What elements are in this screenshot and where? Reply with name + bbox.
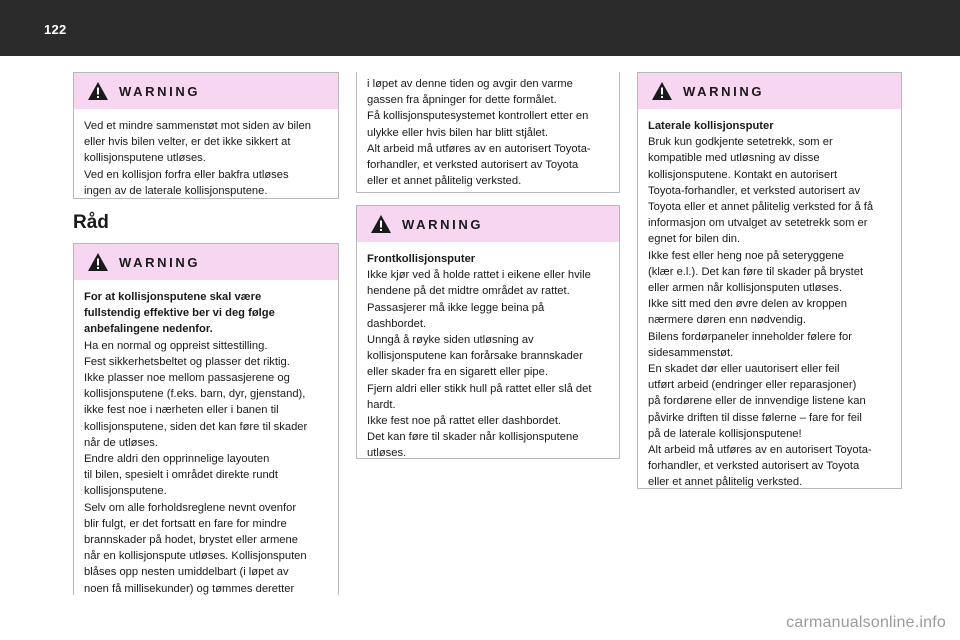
- text-line: Ha en normal og oppreist sittestilling.: [84, 339, 268, 352]
- text-line: Unngå å røyke siden utløsning av: [367, 334, 534, 347]
- text-line: noen få millisekunder) og tømmes deretter: [84, 582, 295, 595]
- warning-box-continuation: [356, 72, 620, 193]
- text-line: i løpet av denne tiden og avgir den varme: [367, 78, 573, 90]
- warning-triangle-icon: [87, 81, 109, 101]
- text-line: Toyota eller et annet pålitelig verksted for å få: [648, 201, 874, 214]
- text-line: forhandler, et verksted autorisert av Toyota: [648, 460, 860, 473]
- text-line: Fjern aldri eller stikk hull på rattet eller slå det: [367, 382, 592, 395]
- text-line: Alt arbeid må utføres av en autorisert Toyota-: [367, 142, 591, 155]
- text-line: kollisjonsputene (f.eks. barn, dyr, gjenstand),: [84, 388, 306, 401]
- text-line: Ikke plasser noe mellom passasjerene og: [84, 372, 290, 385]
- text-line: påvirke driften til disse følerne – fare for feil: [648, 411, 862, 424]
- text-line: (klær e.l.). Det kan føre til skader på brystet: [648, 265, 864, 278]
- text-line: kollisjonsputene kan forårsake brannskader: [367, 350, 583, 363]
- warning-box-advice: [73, 243, 339, 595]
- warning-body: [638, 109, 901, 499]
- warning-header: [638, 73, 901, 109]
- text-line: blåses opp nesten umiddelbart (i løpet av: [84, 566, 289, 579]
- warning-triangle-icon: [87, 252, 109, 272]
- text-line: informasjon om utvalget av setetrekk som er: [648, 217, 868, 230]
- text-line: Få kollisjonsputesystemet kontrollert etter en: [367, 110, 589, 123]
- text-line: forhandler, et verksted autorisert av Toyota: [367, 159, 579, 172]
- text-line: hendene på det midtre området av rattet.: [367, 285, 570, 298]
- text-line: på fordørene eller de innvendige listene kan: [648, 395, 866, 408]
- text-line: kompatible med utløsning av disse: [648, 152, 820, 165]
- text-line: eller skader fra en sigarett eller pipe.: [367, 366, 548, 379]
- warning-body: [357, 242, 619, 470]
- text-line: utløses.: [367, 447, 407, 460]
- page-header-bar: [0, 0, 960, 56]
- text-line: kollisjonsputene. Kontakt en autorisert: [648, 168, 838, 181]
- text-line: Ved en kollisjon forfra eller bakfra utløses: [84, 168, 289, 181]
- text-line: når en kollisjonspute utløses. Kollisjonsputen: [84, 550, 307, 563]
- text-line: blir fulgt, er det fortsatt en fare for mindre: [84, 517, 287, 530]
- text-line: Endre aldri den opprinnelige layouten: [84, 453, 270, 466]
- text-line: Ikke fest noe på rattet eller dashbordet.: [367, 415, 562, 428]
- text-line: Bilens fordørpaneler inneholder følere for: [648, 330, 852, 343]
- warning-box-side-airbags: [637, 72, 902, 489]
- warning-title: WARNING: [119, 83, 201, 99]
- text-line: ingen av de laterale kollisjonsputene.: [84, 184, 268, 197]
- text-line: Selv om alle forholdsreglene nevnt ovenfor: [84, 501, 297, 514]
- text-line: kollisjonsputene utløses.: [84, 152, 206, 165]
- text-line: nærmere døren enn nødvendig.: [648, 314, 806, 327]
- text-line: egnet for bilen din.: [648, 233, 741, 246]
- text-line: hardt.: [367, 398, 396, 411]
- text-line: til bilen, spesielt i området direkte rundt: [84, 469, 279, 482]
- text-line: eller hvis bilen velter, er det ikke sikkert at: [84, 136, 291, 149]
- warning-header: [74, 244, 338, 280]
- warning-header: [357, 206, 619, 242]
- watermark-text: carmanualsonline.info: [786, 614, 946, 631]
- warning-title: WARNING: [402, 216, 484, 232]
- text-line: ikke fest noe i nærheten eller i banen til: [84, 404, 279, 417]
- warning-triangle-icon: [370, 214, 392, 234]
- text-line: Passasjerer må ikke legge beina på: [367, 301, 545, 314]
- bold-line: For at kollisjonsputene skal være: [84, 291, 262, 303]
- text-line: Bruk kun godkjente setetrekk, som er: [648, 136, 833, 149]
- warning-box-side-impact: [73, 72, 339, 199]
- text-line: brannskader på hodet, brystet eller armene: [84, 534, 298, 547]
- text-line: Ikke sitt med den øvre delen av kroppen: [648, 298, 847, 311]
- warning-title: WARNING: [683, 83, 765, 99]
- text-line: på de laterale kollisjonsputene!: [648, 427, 802, 440]
- warning-title: WARNING: [119, 254, 201, 270]
- text-line: ulykke eller hvis bilen har blitt stjålet.: [367, 126, 548, 139]
- warning-body: [357, 72, 619, 197]
- text-line: Toyota-forhandler, et verksted autorisert av: [648, 184, 861, 197]
- text-line: Ikke kjør ved å holde rattet i eikene eller hvile: [367, 269, 591, 282]
- warning-triangle-icon: [651, 81, 673, 101]
- text-line: kollisjonsputene, siden det kan føre til skader: [84, 420, 308, 433]
- text-line: eller et annet pålitelig verksted.: [648, 476, 803, 489]
- text-line: kollisjonsputene.: [84, 485, 167, 498]
- text-line: sidesammenstøt.: [648, 346, 734, 359]
- box-subtitle: Laterale kollisjonsputer: [648, 120, 774, 132]
- text-line: Fest sikkerhetsbeltet og plasser det riktig.: [84, 355, 290, 368]
- text-line: eller et annet pålitelig verksted.: [367, 175, 522, 188]
- text-line: når de utløses.: [84, 436, 158, 449]
- warning-header: [74, 73, 338, 109]
- text-line: Ikke fest eller heng noe på seteryggene: [648, 249, 844, 262]
- text-line: Alt arbeid må utføres av en autorisert Toyota-: [648, 444, 872, 457]
- text-line: Ved et mindre sammenstøt mot siden av bilen: [84, 120, 311, 132]
- page-number: 122: [44, 22, 67, 37]
- warning-box-front-airbags: [356, 205, 620, 459]
- bold-line: anbefalingene nedenfor.: [84, 323, 213, 336]
- text-line: Det kan føre til skader når kollisjonsputene: [367, 431, 579, 444]
- section-heading: Råd: [73, 212, 109, 233]
- text-line: En skadet dør eller uautorisert eller feil: [648, 363, 840, 376]
- bold-line: fullstendig effektive ber vi deg følge: [84, 307, 275, 320]
- text-line: eller armen når kollisjonsputen utløses.: [648, 282, 843, 295]
- warning-body: [74, 280, 338, 605]
- warning-body: [74, 109, 338, 207]
- text-line: utført arbeid (endringer eller reparasjoner): [648, 379, 857, 392]
- box-subtitle: Frontkollisjonsputer: [367, 253, 476, 265]
- text-line: dashbordet.: [367, 317, 427, 330]
- text-line: gassen fra åpninger for dette formålet.: [367, 94, 557, 107]
